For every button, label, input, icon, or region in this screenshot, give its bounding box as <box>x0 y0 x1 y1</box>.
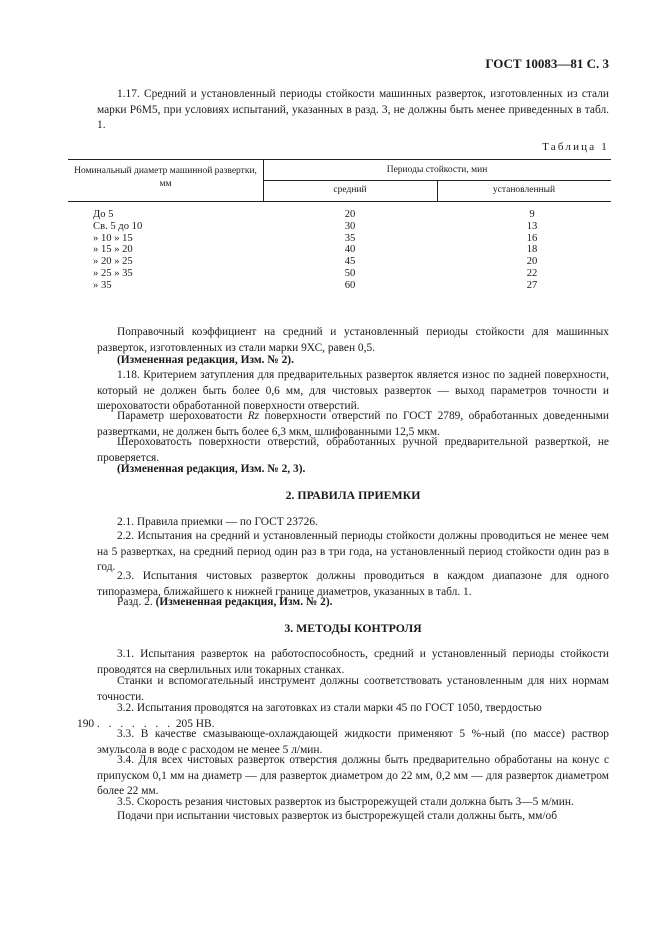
table-cell: » 10 » 15 <box>93 232 133 244</box>
table-cell: Св. 5 до 10 <box>93 220 143 232</box>
paragraph-3-4: 3.4. Для всех чистовых разверток отверстия должны быть предварительно обработаны на конус с припуском 0,1 мм на диаметр — для разверток диаметром до 22 мм, 0,2 мм — для разверток диаметром более 22 мм. <box>97 754 609 798</box>
page-header: ГОСТ 10083—81 С. 3 <box>485 56 609 71</box>
amendment-note-1: (Измененная редакция, Изм. № 2). <box>117 354 294 366</box>
table-col-established <box>512 209 552 292</box>
table-cell: 60 <box>344 279 356 291</box>
paragraph-2-2: 2.2. Испытания на средний и установленный периоды стойкости должны проводиться не менее чем на 5 развертках, на средний период один раз в три года, на установленный период стойкости один раз в год. <box>97 530 609 574</box>
paragraph-3-2: 3.2. Испытания проводятся на заготовках из стали марки 45 по ГОСТ 1050, твердостью 190 . . . . . . . 205 НВ. <box>77 702 542 730</box>
table-cell: » 25 » 35 <box>93 267 133 279</box>
table-cell: 20 <box>526 256 538 268</box>
paragraph-1-17: 1.17. Средний и установленный периоды стойкости машинных разверток, изготовленных из стали марки Р6М5, при условиях испытаний, указанных в разд. 3, не должны быть менее приведенных в табл. 1. <box>97 88 609 132</box>
section-2-title: 2. ПРАВИЛА ПРИЕМКИ <box>285 488 421 502</box>
table-cell: » 15 » 20 <box>93 244 133 256</box>
table-cell: 50 <box>344 267 356 279</box>
table-cell: 45 <box>344 256 356 268</box>
table-cell: 16 <box>526 232 538 244</box>
table-cell: 9 <box>529 209 535 220</box>
paragraph-3-3: 3.3. В качестве смазывающе-охлаждающей жидкости применяют 5 %-ный (по массе) раствор эмульсола в воде с расходом не менее 5 л/мин. <box>97 728 609 756</box>
table-cell: 35 <box>344 232 356 244</box>
paragraph-2-3: 2.3. Испытания чистовых разверток должны проводиться в каждом диапазоне для одного типоразмера, ближайшего к нижней границе диаметров, указанных в табл. 1. <box>97 570 609 598</box>
paragraph-3-5-feeds: Подачи при испытании чистовых разверток из быстрорежущей стали должны быть, мм/об <box>117 810 558 822</box>
paragraph-3-5: 3.5. Скорость резания чистовых разверток из быстрорежущей стали должна быть 3—5 м/мин. <box>117 796 574 808</box>
table-cell: » 20 » 25 <box>93 256 133 268</box>
table-cell: 30 <box>344 220 356 232</box>
table-cell: До 5 <box>93 209 114 220</box>
table-header-average: средний <box>333 185 367 195</box>
roughness-parameter: Параметр шероховатости Rz поверхности отверстий по ГОСТ 2789, обработанных доведенными развертками, не должен быть более 6,3 мкм, шлифованными 12,5 мкм. <box>97 410 609 438</box>
table-header-diameter: Номинальный диаметр машинной развертки, мм <box>74 166 257 189</box>
table-cell: 18 <box>526 244 538 256</box>
table-cell: » 35 <box>93 279 112 291</box>
table-cell: 27 <box>526 279 538 291</box>
section-3-title: 3. МЕТОДЫ КОНТРОЛЯ <box>284 621 422 635</box>
table-col-average <box>330 209 370 292</box>
table-top-rule <box>68 159 611 160</box>
table-col-diameter <box>93 209 142 292</box>
table-cell: 13 <box>526 220 538 232</box>
table-header-rule <box>68 201 611 202</box>
paragraph-3-1-machines: Станки и вспомогательный инструмент должны соответствовать установленным для них нормам точности. <box>97 675 609 703</box>
correction-coefficient: Поправочный коэффициент на средний и установленный периоды стойкости для машинных разверток, изготовленных из стали марки 9ХС, равен 0,5. <box>97 326 609 354</box>
table-caption: Таблица 1 <box>542 141 609 153</box>
amendment-note-2: (Измененная редакция, Изм. № 2, 3). <box>117 463 306 475</box>
paragraph-1-18: 1.18. Критерием затупления для предварительных разверток является износ по задней поверхности, который не должен быть более 0,6 мм, для чистовых разверток — выход параметров точности и шероховатости обработанной поверхности отверстий. <box>97 369 609 413</box>
paragraph-3-1: 3.1. Испытания разверток на работоспособность, средний и установленный периоды стойкости проводятся на сверлильных или токарных станках. <box>97 648 609 676</box>
table-header-established: установленный <box>492 185 556 195</box>
table-cell: 20 <box>344 209 356 220</box>
table-cell: 40 <box>344 244 356 256</box>
table-header-periods: Периоды стойкости, мин <box>386 165 488 175</box>
section-2-amendment: Разд. 2. (Измененная редакция, Изм. № 2). <box>117 596 333 608</box>
table-cell: 22 <box>526 267 538 279</box>
paragraph-2-1: 2.1. Правила приемки — по ГОСТ 23726. <box>117 516 318 528</box>
roughness-note: Шероховатость поверхности отверстий, обработанных ручной предварительной разверткой, не проверяется. <box>97 436 609 464</box>
